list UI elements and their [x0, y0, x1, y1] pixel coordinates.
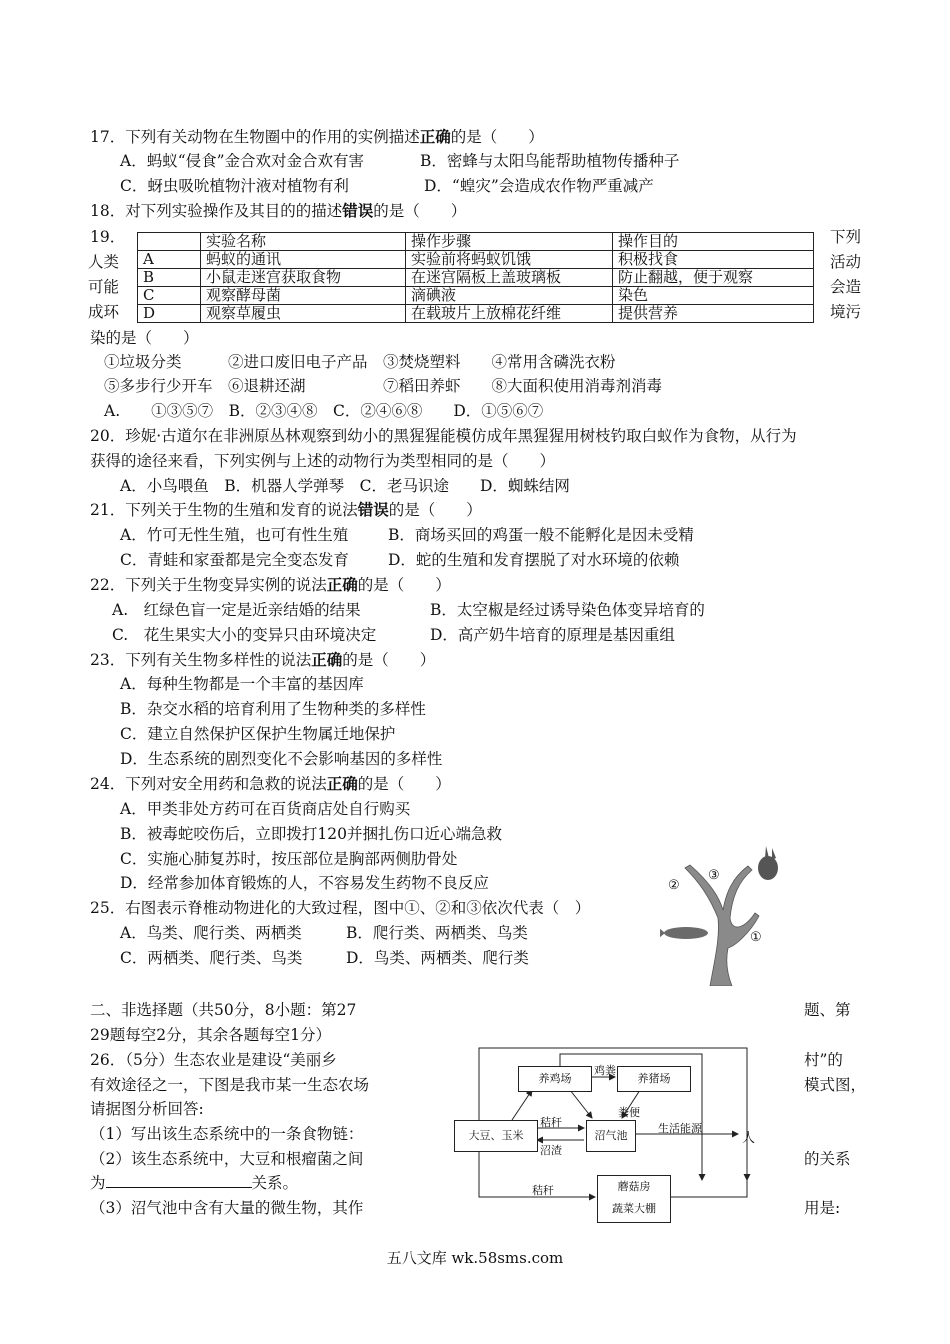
evolution-tree-icon [660, 838, 800, 986]
tree-label-2: ② [668, 878, 680, 893]
tree-label-3: ③ [708, 868, 720, 883]
q26-line2-b: 模式图， [804, 1076, 867, 1094]
straw-label: 秸秆 [540, 1116, 562, 1129]
q20-stem-line2: 获得的途径来看，下列实例与上述的动物行为类型相同的是（ ） [90, 452, 556, 470]
q26-part3-a: （3）沼气池中含有大量的微生物，其作 [90, 1199, 364, 1217]
eco-farm-diagram [452, 1040, 772, 1230]
q19-right-text: 下列 [830, 228, 862, 246]
section2-title-b: 题、第 [804, 1001, 851, 1019]
person-label: 人 [742, 1131, 756, 1146]
q19-left-text: 人类 [88, 253, 120, 271]
q24-option-b: B．被毒蛇咬伤后，立即拨打120并捆扎伤口近心端急救 [120, 825, 502, 843]
q17-option-b: B．密蜂与太阳鸟能帮助植物传播种子 [420, 152, 680, 170]
q22-option-a: A. 红绿色盲一定是近亲结婚的结果 [112, 601, 361, 619]
q21-stem: 21．下列关于生物的生殖和发育的说法错误的是（ ） [90, 501, 482, 519]
q25-option-d: D．鸟类、两栖类、爬行类 [346, 949, 529, 967]
q26-part1: （1）写出该生态系统中的一条食物链： [90, 1125, 364, 1143]
q26-part2-c: 为 关系。 [90, 1174, 299, 1192]
q22-stem: 22．下列关于生物变异实例的说法正确的是（ ） [90, 576, 451, 594]
q23-option-b: B．杂交水稻的培育利用了生物种类的多样性 [120, 700, 426, 718]
q19-items-2: ⑤多步行少开车 ⑥退耕还湖 ⑦稻田养虾 ⑧大面积使用消毒剂消毒 [104, 377, 663, 395]
section2-title-line2: 29题每空2分，其余各题每空1分） [90, 1026, 331, 1044]
q20-stem-line1: 20．珍妮·古道尔在非洲原丛林观察到幼小的黑猩猩能模仿成年黑猩猩用树枝钓取白蚁作为食物，从行为 [90, 427, 797, 445]
q22-option-d: D．高产奶牛培育的原理是基因重组 [430, 626, 675, 644]
q25-option-b: B．爬行类、两栖类、鸟类 [346, 924, 528, 942]
q18-experiment-table [137, 232, 814, 323]
q19-left-text: 可能 [88, 278, 120, 296]
q19-left-text: 19． [90, 228, 126, 246]
q23-option-c: C．建立自然保护区保护生物属迁地保护 [120, 725, 396, 743]
q19-right-text: 活动 [830, 253, 862, 271]
q24-option-a: A．甲类非处方药可在百货商店处自行购买 [120, 800, 411, 818]
q23-option-d: D．生态系统的剧烈变化不会影响基因的多样性 [120, 750, 443, 768]
table-header-cell: 实验名称 [201, 233, 406, 251]
table-cell: B [138, 269, 201, 287]
q24-stem: 24．下列对安全用药和急救的说法正确的是（ ） [90, 775, 451, 793]
table-cell: 染色 [613, 287, 814, 305]
table-cell: 提供营养 [613, 305, 814, 323]
q26-part2-b: 的关系 [804, 1150, 851, 1168]
vertebrate-evolution-figure [660, 838, 800, 986]
energy-label: 生活能源 [658, 1122, 702, 1135]
table-cell: 小鼠走迷宫获取食物 [201, 269, 406, 287]
table-row [138, 305, 814, 323]
q19-right-text: 境污 [830, 303, 862, 321]
table-header-cell [138, 233, 201, 251]
q19-stem-cont: 染的是（ ） [90, 329, 199, 347]
biogas-box: 沼气池 [586, 1120, 636, 1152]
q22-option-c: C. 花生果实大小的变异只由环境决定 [112, 626, 377, 644]
q19-left-text: 成环 [88, 303, 120, 321]
q19-items-1: ①垃圾分类 ②进口废旧电子产品 ③焚烧塑料 ④常用含磷洗衣粉 [104, 353, 616, 371]
table-cell: 防止翻越，便于观察 [613, 269, 814, 287]
q18-stem: 18．对下列实验操作及其目的的描述错误的是（ ） [90, 202, 467, 220]
q22-option-b: B．太空椒是经过诱导染色体变异培育的 [430, 601, 705, 619]
table-cell: D [138, 305, 201, 323]
q19-right-text: 会造 [830, 278, 862, 296]
q23-option-a: A．每种生物都是一个丰富的基因库 [120, 675, 364, 693]
q19-options: A. ①③⑤⑦ B．②③④⑧ C．②④⑥⑧ D．①⑤⑥⑦ [104, 402, 544, 420]
table-cell: C [138, 287, 201, 305]
table-cell: 观察酵母菌 [201, 287, 406, 305]
crops-box: 大豆、玉米 [454, 1120, 538, 1152]
table-cell: 蚂蚁的通讯 [201, 251, 406, 269]
q21-option-b: B．商场买回的鸡蛋一般不能孵化是因未受精 [388, 526, 694, 544]
straw-label-2: 秸秆 [532, 1184, 554, 1197]
mushroom-greenhouse-box [597, 1175, 671, 1223]
table-cell: 在载玻片上放棉花纤维 [406, 305, 613, 323]
q26-part3-b: 用是: [804, 1199, 841, 1217]
table-row [138, 269, 814, 287]
residue-label: 沼渣 [540, 1144, 562, 1157]
q24-option-c: C．实施心肺复苏时，按压部位是胸部两侧肋骨处 [120, 850, 458, 868]
q26-line2-a: 有效途径之一，下图是我市某一生态农场 [90, 1076, 370, 1094]
q23-stem: 23．下列有关生物多样性的说法正确的是（ ） [90, 651, 436, 669]
q17-option-a: A．蚂蚁“侵食”金合欢对金合欢有害 [120, 152, 365, 170]
rabbit-icon [758, 856, 778, 880]
q26-line3: 请据图分析回答: [90, 1100, 204, 1118]
q25-option-a: A．鸟类、爬行类、两栖类 [120, 924, 302, 942]
table-cell: 在迷宫隔板上盖玻璃板 [406, 269, 613, 287]
q17-option-d: D．“蝗灾”会造成农作物严重减产 [424, 177, 654, 195]
q17-option-c: C．蚜虫吸吮植物汁液对植物有利 [120, 177, 349, 195]
q20-options: A．小鸟喂鱼 B．机器人学弹琴 C．老马识途 D．蜘蛛结网 [120, 477, 570, 495]
table-cell: 观察草履虫 [201, 305, 406, 323]
table-header-row [138, 233, 814, 251]
q25-stem: 25．右图表示脊椎动物进化的大致过程，图中①、②和③依次代表（ ） [90, 899, 591, 917]
q21-option-c: C．青蛙和家蚕都是完全变态发育 [120, 551, 349, 569]
table-row [138, 251, 814, 269]
fish-icon [664, 927, 708, 939]
q25-option-c: C．两栖类、爬行类、鸟类 [120, 949, 303, 967]
footer-watermark: 五八文库 wk.58sms.com [386, 1249, 564, 1267]
table-cell: 积极找食 [613, 251, 814, 269]
egg-label: 鸡粪 [594, 1064, 616, 1077]
tree-label-1: ① [750, 930, 762, 945]
mushroom-label: 蘑菇房 [617, 1180, 651, 1193]
answer-blank[interactable] [106, 1173, 252, 1188]
manure-label: 粪便 [618, 1106, 640, 1119]
table-cell: 实验前将蚂蚁饥饿 [406, 251, 613, 269]
q17-stem: 17．下列有关动物在生物圈中的作用的实例描述正确的是（ ） [90, 128, 544, 146]
table-cell: 滴碘液 [406, 287, 613, 305]
q24-option-d: D．经常参加体育锻炼的人，不容易发生药物不良反应 [120, 874, 489, 892]
q26-line1-b: 村”的 [804, 1051, 843, 1069]
section2-title-a: 二、非选择题（共50分，8小题：第27 [90, 1001, 357, 1019]
chicken-farm-box: 养鸡场 [518, 1066, 592, 1092]
greenhouse-label: 蔬菜大棚 [612, 1202, 656, 1215]
table-header-cell: 操作步骤 [406, 233, 613, 251]
pig-farm-box: 养猪场 [617, 1066, 691, 1092]
table-cell: A [138, 251, 201, 269]
q26-part2-a: （2）该生态系统中，大豆和根瘤菌之间 [90, 1150, 364, 1168]
q21-option-a: A．竹可无性生殖，也可有性生殖 [120, 526, 349, 544]
q21-option-d: D．蛇的生殖和发育摆脱了对水环境的依赖 [388, 551, 680, 569]
table-row [138, 287, 814, 305]
q26-line1-a: 26．（5分）生态农业是建设“美丽乡 [90, 1051, 337, 1069]
table-header-cell: 操作目的 [613, 233, 814, 251]
